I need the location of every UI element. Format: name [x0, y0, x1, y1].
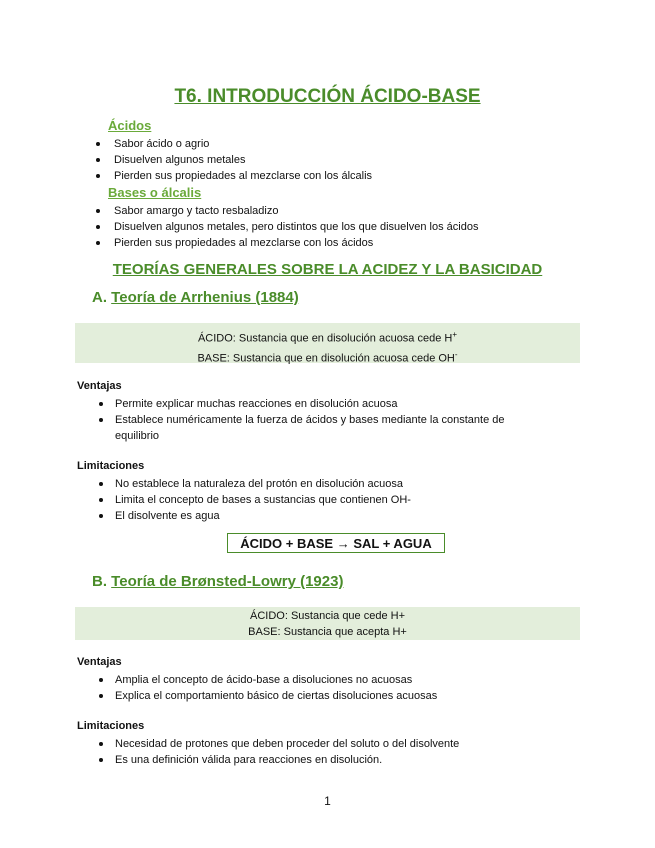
arrhenius-ventajas-label: Ventajas — [77, 380, 122, 392]
list-item: Sabor ácido o agrio — [92, 136, 372, 152]
list-item: Establece numéricamente la fuerza de ácidos y bases mediante la constante de equilibrio — [77, 412, 547, 444]
page-title: T6. INTRODUCCIÓN ÁCIDO-BASE — [174, 86, 481, 107]
arrhenius-ventajas-list — [77, 396, 547, 444]
arrhenius-name: Teoría de Arrhenius (1884) — [111, 289, 299, 306]
arrhenius-letter: A. — [92, 289, 107, 306]
list-item: Amplia el concepto de ácido-base a disoluciones no acuosas — [77, 672, 547, 688]
list-item: Disuelven algunos metales, pero distintos que los que disuelven los ácidos — [92, 219, 478, 235]
arrhenius-definitions — [75, 323, 580, 363]
bronsted-base-def: BASE: Sustancia que acepta H+ — [248, 626, 407, 638]
bronsted-letter: B. — [92, 573, 107, 590]
bases-heading: Bases o álcalis — [108, 185, 202, 200]
bases-list — [92, 203, 478, 251]
list-item: Explica el comportamiento básico de ciertas disoluciones acuosas — [77, 688, 547, 704]
bronsted-definitions — [75, 607, 580, 640]
list-item: Limita el concepto de bases a sustancias que contienen OH- — [77, 492, 547, 508]
section-title: TEORÍAS GENERALES SOBRE LA ACIDEZ Y LA BASICIDAD — [112, 261, 543, 278]
list-item: Es una definición válida para reacciones en disolución. — [77, 752, 547, 768]
list-item: Sabor amargo y tacto resbaladizo — [92, 203, 478, 219]
arrhenius-acid-def: ÁCIDO: Sustancia que en disolución acuosa cede H+ — [197, 330, 458, 345]
list-item: El disolvente es agua — [77, 508, 547, 524]
bronsted-limitaciones-list — [77, 736, 547, 768]
bronsted-acid-def: ÁCIDO: Sustancia que cede H+ — [250, 610, 405, 622]
bronsted-name: Teoría de Brønsted-Lowry (1923) — [111, 573, 344, 590]
bronsted-ventajas-list — [77, 672, 547, 704]
list-item: Disuelven algunos metales — [92, 152, 372, 168]
list-item: Pierden sus propiedades al mezclarse con los álcalis — [92, 168, 372, 184]
list-item: Pierden sus propiedades al mezclarse con los ácidos — [92, 235, 478, 251]
acids-list — [92, 136, 372, 184]
bronsted-heading — [92, 573, 343, 590]
acids-heading: Ácidos — [108, 118, 152, 133]
list-item: No establece la naturaleza del protón en disolución acuosa — [77, 476, 547, 492]
arrhenius-limitaciones-list — [77, 476, 547, 524]
arrhenius-limitaciones-label: Limitaciones — [77, 460, 145, 472]
arrhenius-base-def: BASE: Sustancia que en disolución acuosa cede OH- — [197, 349, 458, 365]
bronsted-limitaciones-label: Limitaciones — [77, 720, 145, 732]
page-number: 1 — [324, 794, 331, 808]
list-item: Permite explicar muchas reacciones en disolución acuosa — [77, 396, 547, 412]
bronsted-ventajas-label: Ventajas — [77, 656, 122, 668]
arrhenius-heading — [92, 289, 299, 306]
list-item: Necesidad de protones que deben proceder del soluto o del disolvente — [77, 736, 547, 752]
equation-box: ÁCIDO + BASE → SAL + AGUA — [227, 533, 445, 553]
